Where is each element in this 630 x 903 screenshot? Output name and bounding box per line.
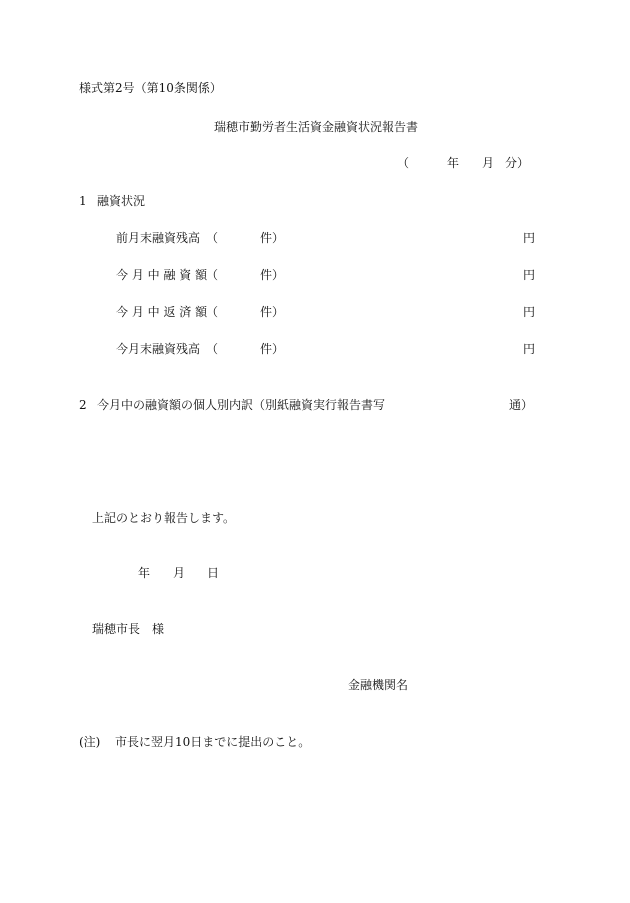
row-amount-unit: 円 (523, 342, 536, 356)
note-text: 市長に翌月10日までに提出のこと。 (115, 735, 311, 749)
period-open-paren: （ (397, 156, 410, 170)
form-number: 様式第2号（第10条関係） (79, 81, 222, 95)
row-label: 今 月 中 融 資 額 (116, 268, 208, 282)
section2-number: 2 (79, 398, 87, 412)
row-open-paren: （ (206, 342, 219, 356)
section1-heading: 融資状況 (97, 194, 146, 208)
date-month: 月 (173, 566, 186, 580)
row-count-unit: 件） (260, 268, 285, 282)
report-statement: 上記のとおり報告します。 (92, 511, 236, 525)
row-amount-unit: 円 (523, 231, 536, 245)
section1-number: 1 (79, 194, 87, 208)
date-year: 年 (138, 566, 151, 580)
note-label: (注) (79, 735, 101, 749)
period-year: 年 (447, 156, 460, 170)
period-month: 月 (482, 156, 495, 170)
section2-unit: 通） (509, 398, 534, 412)
institution-name-label: 金融機関名 (348, 678, 409, 692)
date-day: 日 (207, 566, 220, 580)
addressee: 瑞穂市長 様 (92, 622, 165, 636)
row-amount-unit: 円 (523, 268, 536, 282)
row-open-paren: （ (206, 231, 219, 245)
row-count-unit: 件） (260, 231, 285, 245)
row-label: 今月末融資残高 (116, 342, 201, 356)
row-open-paren: （ (206, 305, 219, 319)
row-open-paren: （ (206, 268, 219, 282)
row-label: 前月末融資残高 (116, 231, 201, 245)
row-count-unit: 件） (260, 305, 285, 319)
period-suffix: 分） (505, 156, 530, 170)
row-count-unit: 件） (260, 342, 285, 356)
section2-text: 今月中の融資額の個人別内訳（別紙融資実行報告書写 (97, 398, 386, 412)
row-label: 今 月 中 返 済 額 (116, 305, 208, 319)
row-amount-unit: 円 (523, 305, 536, 319)
document-title: 瑞穂市勤労者生活資金融資状況報告書 (214, 120, 419, 134)
